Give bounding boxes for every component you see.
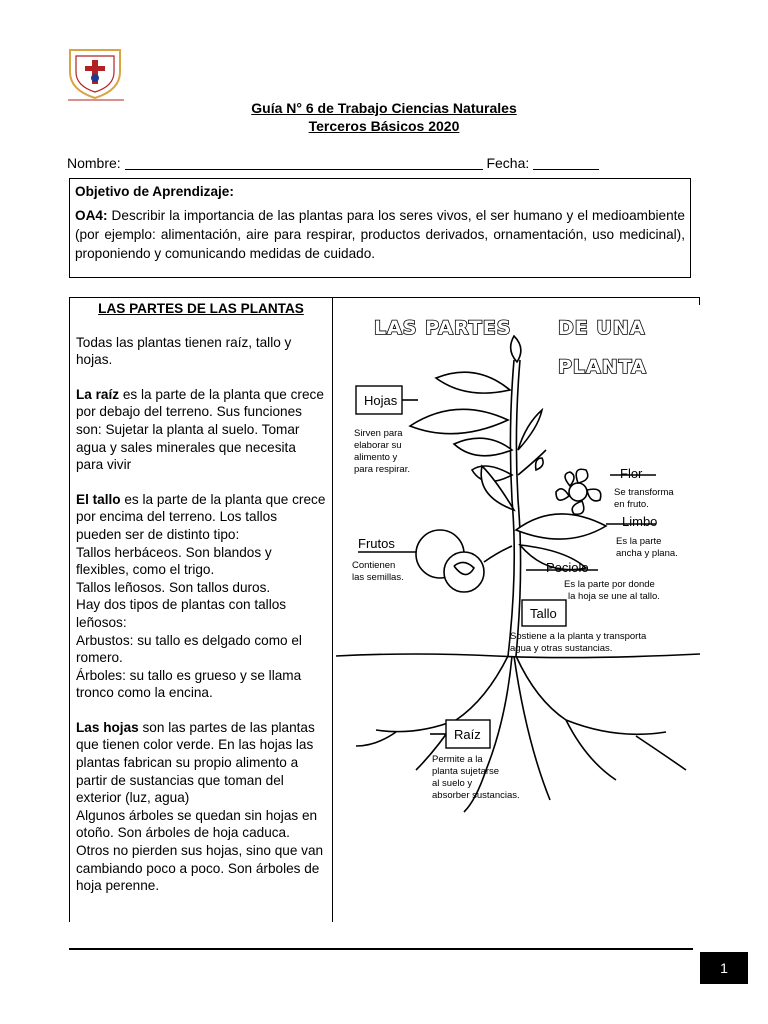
stem-line: Árboles: su tallo es grueso y se llama tronco como la encina. (76, 667, 302, 701)
ground-line (336, 654, 700, 658)
root-text: es la parte de la planta que crece por debajo del terreno. Sus funciones son: Sujetar la planta al suelo. Tomar agua y sales minerales que necesita para vivir (76, 386, 324, 473)
leaves-term: Las hojas (76, 719, 139, 735)
frutos-desc: Contienen (352, 560, 396, 571)
hojas-desc: Sirven para (354, 428, 403, 439)
raiz-desc: Permite a la (432, 754, 483, 765)
page-number: 1 (700, 952, 748, 984)
hojas-label: Hojas (364, 393, 398, 408)
limbo-label: Limbo (622, 514, 658, 529)
root-shape (636, 736, 686, 770)
bud-shape (511, 336, 521, 362)
leaf-shape (518, 410, 542, 450)
name-field[interactable] (125, 155, 483, 170)
hojas-desc: alimento y (354, 452, 398, 463)
flower-petal (576, 469, 588, 483)
leaves-paragraph (76, 719, 326, 895)
flower-petal (587, 489, 601, 501)
name-date-row (67, 155, 599, 171)
root-shape (356, 732, 396, 746)
leaf-shape (436, 372, 510, 393)
objective-code: OA4: (75, 208, 108, 223)
flor-label: Flor (620, 466, 643, 481)
flor-desc: Se transforma (614, 487, 674, 498)
stem-line: Tallos leñosos. Son tallos duros. (76, 579, 271, 595)
footer-rule (69, 948, 693, 950)
stem-line: Tallos herbáceos. Son blandos y flexibles, como el trigo. (76, 544, 272, 578)
peciolo-desc: Es la parte por donde (564, 579, 655, 590)
page-title: Guía N° 6 de Trabajo Ciencias Naturales (251, 100, 517, 116)
stem-text: es la parte de la planta que crece por encima del terreno. Los tallos pueden ser de distinto tipo: (76, 491, 326, 542)
flor-desc: en fruto. (614, 499, 649, 510)
frutos-label: Frutos (358, 536, 395, 551)
stem-paragraph (76, 491, 326, 702)
diagram-title-3: PLANTA (558, 356, 647, 378)
peciolo-desc: la hoja se une al tallo. (568, 591, 660, 602)
tallo-desc: agua y otras sustancias. (510, 643, 613, 654)
root-paragraph (76, 386, 326, 474)
stem-line: Arbustos: su tallo es delgado como el romero. (76, 632, 302, 666)
leaf-shape (454, 438, 512, 456)
school-crest-icon (64, 44, 126, 102)
diagram-title-1: LAS PARTES (374, 317, 512, 339)
stem-line: Hay dos tipos de plantas con tallos leñosos: (76, 597, 287, 630)
name-label: Nombre: (67, 155, 121, 171)
leaf-shape (410, 409, 508, 433)
flower-petal (572, 501, 584, 514)
raiz-desc: al suelo y (432, 778, 473, 789)
raiz-desc: absorber sustancias. (432, 790, 520, 801)
limbo-desc: Es la parte (616, 536, 662, 547)
objective-title: Objetivo de Aprendizaje: (75, 184, 234, 199)
root-term: La raíz (76, 386, 120, 402)
plant-diagram (336, 300, 700, 820)
raiz-desc: planta sujetarse (432, 766, 500, 777)
diagram-frame-top (333, 297, 700, 298)
raiz-label: Raíz (454, 727, 481, 742)
flower-bud (536, 458, 544, 470)
diagram-title-2: DE UNA (558, 317, 646, 339)
intro-paragraph: Todas las plantas tienen raíz, tallo y hojas. (76, 334, 292, 368)
flower-center (569, 483, 587, 501)
stem-term: El tallo (76, 491, 121, 507)
objective-text (75, 206, 685, 263)
frutos-desc: las semillas. (352, 572, 404, 583)
objective-description: Describir la importancia de las plantas para los seres vivos, el ser humano y el medioambiente (por ejemplo: alimentación, aire para respirar, productos derivados, ornamentación, uso medicinal), proponiendo y comunicando medidas de cuidado. (75, 208, 685, 261)
hojas-desc: para respirar. (354, 464, 410, 475)
peciolo-label: Peciolo (546, 560, 589, 575)
objective-box (69, 178, 691, 278)
leaf-shape (516, 514, 606, 539)
flower-petal (556, 489, 569, 500)
root-shape (516, 656, 666, 734)
stem-shape-inner (516, 360, 521, 656)
date-field[interactable] (533, 155, 599, 170)
hojas-desc: elaborar su (354, 440, 402, 451)
fruit-cut-shape (444, 552, 484, 592)
root-shape (514, 656, 550, 800)
fruit-stalk (484, 546, 512, 562)
page-subtitle: Terceros Básicos 2020 (308, 118, 460, 134)
limbo-desc: ancha y plana. (616, 548, 678, 559)
tallo-desc: Sostiene a la planta y transporta (510, 631, 647, 642)
tallo-label: Tallo (530, 606, 557, 621)
leaves-line: Algunos árboles se quedan sin hojas en otoño. Son árboles de hoja caduca. Otros no pierden sus hojas, sino que van cambiando poco a poco. Son árboles de hoja perenne. (76, 807, 324, 894)
plant-parts-title: LAS PARTES DE LAS PLANTAS (98, 301, 304, 316)
plant-parts-text (69, 297, 333, 922)
date-label: Fecha: (486, 155, 530, 171)
leaves-text: son las partes de las plantas que tienen color verde. En las hojas las plantas fabrican su propio alimento a partir de sustancias que toman del exterior (luz, agua) (76, 719, 315, 806)
